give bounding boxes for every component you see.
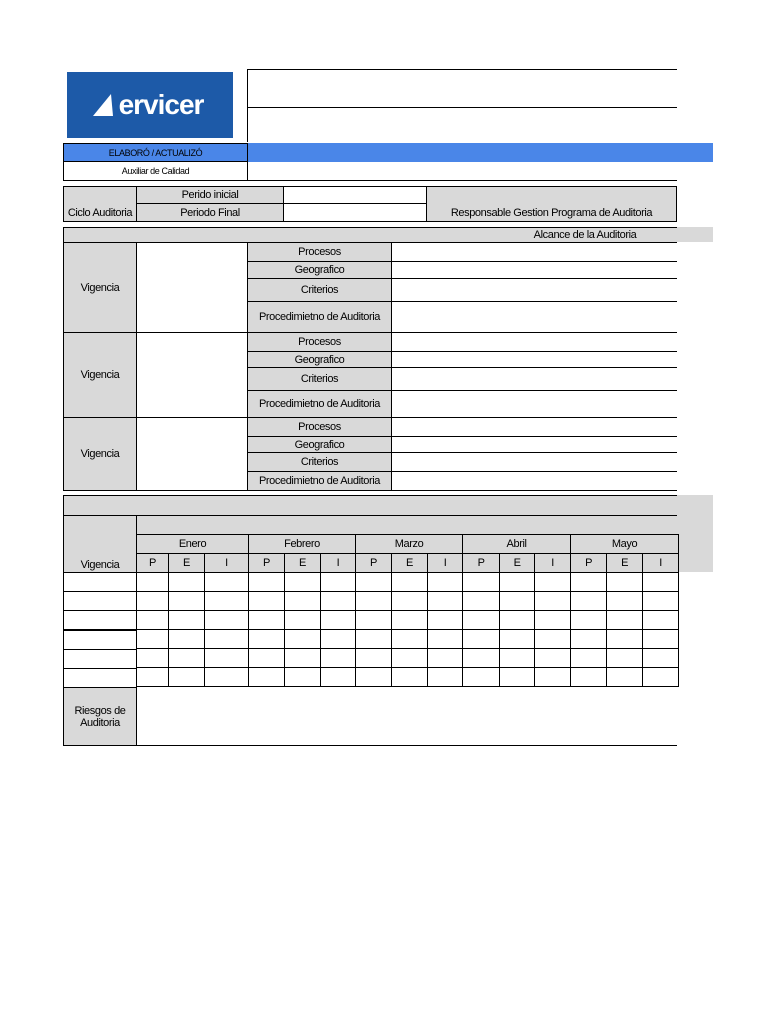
schedule-cell[interactable]	[137, 649, 169, 668]
ciclo-auditoria-label	[63, 186, 137, 222]
elaboro-value	[63, 161, 248, 181]
schedule-cell[interactable]	[643, 649, 679, 668]
schedule-cell[interactable]	[571, 649, 607, 668]
vigencia-cell-2	[63, 332, 137, 418]
header-top-line	[247, 69, 677, 70]
schedule-cell[interactable]	[321, 592, 356, 611]
schedule-cell[interactable]	[249, 573, 285, 592]
schedule-cell[interactable]	[571, 630, 607, 649]
procedimiento-label-3	[247, 471, 392, 491]
schedule-header-bar	[63, 495, 713, 515]
schedule-cell[interactable]	[463, 592, 500, 611]
sub-header-i: I	[428, 554, 463, 573]
geografico-label-3	[247, 436, 392, 453]
procesos-label-2	[247, 332, 392, 352]
schedule-cell[interactable]	[571, 592, 607, 611]
row-line	[391, 471, 677, 472]
schedule-cell[interactable]	[356, 668, 392, 687]
schedule-cell[interactable]	[392, 668, 428, 687]
procedimiento-label-2	[247, 390, 392, 418]
schedule-month-shade	[136, 515, 677, 535]
schedule-cell[interactable]	[392, 649, 428, 668]
logo-text: ervicer	[118, 89, 204, 120]
periodo-inicial-label	[136, 186, 284, 204]
schedule-cell[interactable]	[535, 630, 571, 649]
riesgos-text: Riesgos de Auditoria	[74, 704, 126, 729]
row-line	[391, 490, 677, 491]
schedule-vigencia-label	[63, 515, 137, 573]
alcance-title	[500, 227, 670, 242]
sub-header-e: E	[285, 554, 321, 573]
schedule-cell[interactable]	[607, 592, 643, 611]
schedule-cell[interactable]	[249, 630, 285, 649]
schedule-vigencia-cell[interactable]	[63, 668, 137, 688]
schedule-cell[interactable]	[463, 630, 500, 649]
schedule-left-line	[63, 495, 64, 515]
schedule-cell[interactable]	[137, 611, 169, 630]
schedule-cell[interactable]	[571, 668, 607, 687]
schedule-cell[interactable]	[285, 611, 321, 630]
criterios-label-1	[247, 278, 392, 302]
procesos-label-3	[247, 417, 392, 437]
periodo-final-text: Periodo Final	[180, 206, 240, 219]
sub-header-e: E	[500, 554, 535, 573]
schedule-vigencia-text: Vigencia	[80, 559, 120, 571]
riesgos-bottom-line	[136, 745, 677, 746]
schedule-row	[137, 668, 679, 687]
schedule-cell[interactable]	[137, 573, 169, 592]
schedule-cell[interactable]	[535, 668, 571, 687]
schedule-cell[interactable]	[463, 668, 500, 687]
schedule-cell[interactable]	[321, 611, 356, 630]
schedule-cell[interactable]	[249, 592, 285, 611]
vigencia-text-3: Vigencia	[80, 448, 120, 460]
schedule-cell[interactable]	[607, 649, 643, 668]
month-header-febrero: Febrero	[249, 535, 356, 554]
schedule-cell[interactable]	[137, 668, 169, 687]
ciclo-auditoria-text: Ciclo Auditoria	[67, 207, 133, 219]
schedule-cell[interactable]	[321, 668, 356, 687]
schedule-cell[interactable]	[356, 611, 392, 630]
alcance-left-line	[63, 227, 64, 242]
sub-header-p: P	[249, 554, 285, 573]
periodo-inicial-text: Perido inicial	[181, 189, 239, 201]
row-line	[391, 332, 677, 333]
row-line	[391, 242, 677, 243]
schedule-cell[interactable]	[607, 668, 643, 687]
criterios-text-2: Criterios	[300, 373, 339, 385]
criterios-label-3	[247, 452, 392, 472]
schedule-cell[interactable]	[392, 573, 428, 592]
schedule-cell[interactable]	[535, 649, 571, 668]
schedule-cell[interactable]	[607, 573, 643, 592]
sub-header-p: P	[137, 554, 169, 573]
schedule-cell[interactable]	[428, 592, 463, 611]
riesgos-label	[63, 687, 137, 746]
month-header-marzo: Marzo	[356, 535, 463, 554]
schedule-vigencia-cell[interactable]	[63, 630, 137, 650]
vigencia-text-2: Vigencia	[80, 369, 120, 381]
schedule-cell[interactable]	[205, 611, 249, 630]
schedule-cell[interactable]	[169, 668, 205, 687]
schedule-row	[137, 630, 679, 649]
schedule-cell[interactable]	[392, 611, 428, 630]
schedule-cell[interactable]	[428, 611, 463, 630]
schedule-cell[interactable]	[356, 592, 392, 611]
schedule-table	[136, 534, 679, 687]
responsable-text: Responsable Gestion Programa de Auditoria	[450, 207, 653, 219]
schedule-cell[interactable]	[249, 668, 285, 687]
procedimiento-label-1	[247, 301, 392, 333]
schedule-cell[interactable]	[500, 592, 535, 611]
procedimiento-text-2: Procedimietno de Auditoria	[258, 398, 381, 410]
periodo-final-label	[136, 203, 284, 222]
sub-header-p: P	[571, 554, 607, 573]
schedule-vigencia-cell[interactable]	[63, 591, 137, 611]
schedule-line	[63, 515, 677, 516]
elaboro-right-line	[247, 180, 677, 181]
schedule-row	[137, 649, 679, 668]
schedule-cell[interactable]	[643, 630, 679, 649]
schedule-cell[interactable]	[285, 668, 321, 687]
schedule-top-line	[63, 495, 677, 496]
schedule-cell[interactable]	[535, 573, 571, 592]
alcance-title-text: Alcance de la Auditoria	[533, 228, 637, 241]
schedule-cell[interactable]	[249, 611, 285, 630]
schedule-cell[interactable]	[285, 592, 321, 611]
procesos-text-3: Procesos	[298, 421, 341, 433]
sub-header-i: I	[535, 554, 571, 573]
schedule-cell[interactable]	[500, 668, 535, 687]
schedule-cell[interactable]	[321, 649, 356, 668]
procesos-text-2: Procesos	[298, 336, 341, 348]
criterios-label-2	[247, 367, 392, 391]
schedule-cell[interactable]	[169, 611, 205, 630]
sub-header-row	[137, 554, 679, 573]
geografico-text-3: Geografico	[294, 438, 345, 451]
schedule-cell[interactable]	[463, 649, 500, 668]
schedule-cell[interactable]	[535, 611, 571, 630]
schedule-cell[interactable]	[137, 592, 169, 611]
row-line	[391, 436, 677, 437]
criterios-text-3: Criterios	[300, 456, 339, 468]
row-line	[391, 390, 677, 391]
sub-header-p: P	[356, 554, 392, 573]
geografico-text-1: Geografico	[294, 264, 345, 276]
schedule-cell[interactable]	[321, 630, 356, 649]
schedule-cell[interactable]	[428, 573, 463, 592]
elaboro-label-text: ELABORÓ / ACTUALIZÓ	[108, 147, 203, 158]
schedule-cell[interactable]	[607, 630, 643, 649]
schedule-cell[interactable]	[169, 573, 205, 592]
schedule-cell[interactable]	[137, 630, 169, 649]
schedule-vigencia-cell[interactable]	[63, 572, 137, 592]
sub-header-i: I	[205, 554, 249, 573]
row-line	[391, 351, 677, 352]
schedule-cell[interactable]	[356, 573, 392, 592]
schedule-cell[interactable]	[392, 592, 428, 611]
elaboro-value-text: Auxiliar de Calidad	[121, 166, 190, 176]
schedule-cell[interactable]	[643, 611, 679, 630]
riesgos-field[interactable]	[137, 688, 677, 745]
row-line	[391, 301, 677, 302]
schedule-cell[interactable]	[643, 573, 679, 592]
schedule-cell[interactable]	[356, 649, 392, 668]
schedule-right-shade	[677, 515, 713, 572]
schedule-vigencia-cell[interactable]	[63, 649, 137, 669]
row-line	[391, 261, 677, 262]
month-header-mayo: Mayo	[571, 535, 679, 554]
vigencia-value-3[interactable]	[136, 417, 248, 491]
schedule-cell[interactable]	[249, 649, 285, 668]
schedule-cell[interactable]	[205, 630, 249, 649]
schedule-cell[interactable]	[428, 649, 463, 668]
month-header-enero: Enero	[137, 535, 249, 554]
header-blue-bar	[247, 143, 713, 162]
schedule-cell[interactable]	[205, 573, 249, 592]
schedule-cell[interactable]	[463, 611, 500, 630]
schedule-vigencia-cell[interactable]	[63, 610, 137, 630]
schedule-cell[interactable]	[500, 611, 535, 630]
company-logo	[67, 72, 233, 138]
row-line	[391, 367, 677, 368]
schedule-cell[interactable]	[535, 592, 571, 611]
schedule-cell[interactable]	[500, 649, 535, 668]
row-line	[391, 278, 677, 279]
schedule-cell[interactable]	[169, 649, 205, 668]
alcance-top-line	[63, 227, 677, 228]
criterios-text-1: Criterios	[300, 284, 339, 296]
responsable-label	[426, 186, 677, 222]
schedule-cell[interactable]	[571, 611, 607, 630]
vigencia-text-1: Vigencia	[80, 281, 120, 294]
schedule-cell[interactable]	[571, 573, 607, 592]
geografico-label-2	[247, 351, 392, 368]
schedule-cell[interactable]	[285, 649, 321, 668]
procesos-label-1	[247, 242, 392, 262]
month-header-row	[137, 535, 679, 554]
schedule-row	[137, 573, 679, 592]
schedule-cell[interactable]	[607, 611, 643, 630]
schedule-cell[interactable]	[463, 573, 500, 592]
sub-header-e: E	[169, 554, 205, 573]
periodo-final-field[interactable]	[283, 203, 427, 222]
schedule-cell[interactable]	[205, 649, 249, 668]
vigencia-cell-3	[63, 417, 137, 491]
schedule-cell[interactable]	[428, 668, 463, 687]
schedule-cell[interactable]	[643, 668, 679, 687]
vigencia-cell-1	[63, 242, 137, 333]
schedule-cell[interactable]	[392, 630, 428, 649]
row-line	[391, 452, 677, 453]
schedule-cell[interactable]	[285, 630, 321, 649]
schedule-cell[interactable]	[169, 630, 205, 649]
sub-header-e: E	[392, 554, 428, 573]
schedule-cell[interactable]	[428, 630, 463, 649]
vigencia-value-1[interactable]	[136, 242, 248, 333]
geografico-label-1	[247, 261, 392, 279]
schedule-cell[interactable]	[500, 573, 535, 592]
month-header-abril: Abril	[463, 535, 571, 554]
schedule-row	[137, 611, 679, 630]
procedimiento-text-1: Procedimietno de Auditoria	[258, 311, 381, 323]
header-left-line	[247, 69, 248, 142]
logo-mark-icon	[93, 94, 121, 116]
geografico-text-2: Geografico	[294, 353, 345, 366]
procesos-text-1: Procesos	[298, 246, 341, 258]
schedule-cell[interactable]	[285, 573, 321, 592]
schedule-cell[interactable]	[205, 592, 249, 611]
schedule-cell[interactable]	[500, 630, 535, 649]
schedule-cell[interactable]	[643, 592, 679, 611]
sub-header-i: I	[643, 554, 679, 573]
schedule-cell[interactable]	[169, 592, 205, 611]
header-mid-line	[247, 107, 677, 108]
vigencia-value-2[interactable]	[136, 332, 248, 418]
elaboro-label	[63, 143, 248, 162]
sub-header-i: I	[321, 554, 356, 573]
row-line	[391, 417, 677, 418]
schedule-row	[137, 592, 679, 611]
schedule-cell[interactable]	[321, 573, 356, 592]
schedule-cell[interactable]	[205, 668, 249, 687]
sub-header-p: P	[463, 554, 500, 573]
periodo-inicial-field[interactable]	[283, 186, 427, 204]
sub-header-e: E	[607, 554, 643, 573]
procedimiento-text-3: Procedimietno de Auditoria	[258, 475, 381, 487]
schedule-cell[interactable]	[356, 630, 392, 649]
